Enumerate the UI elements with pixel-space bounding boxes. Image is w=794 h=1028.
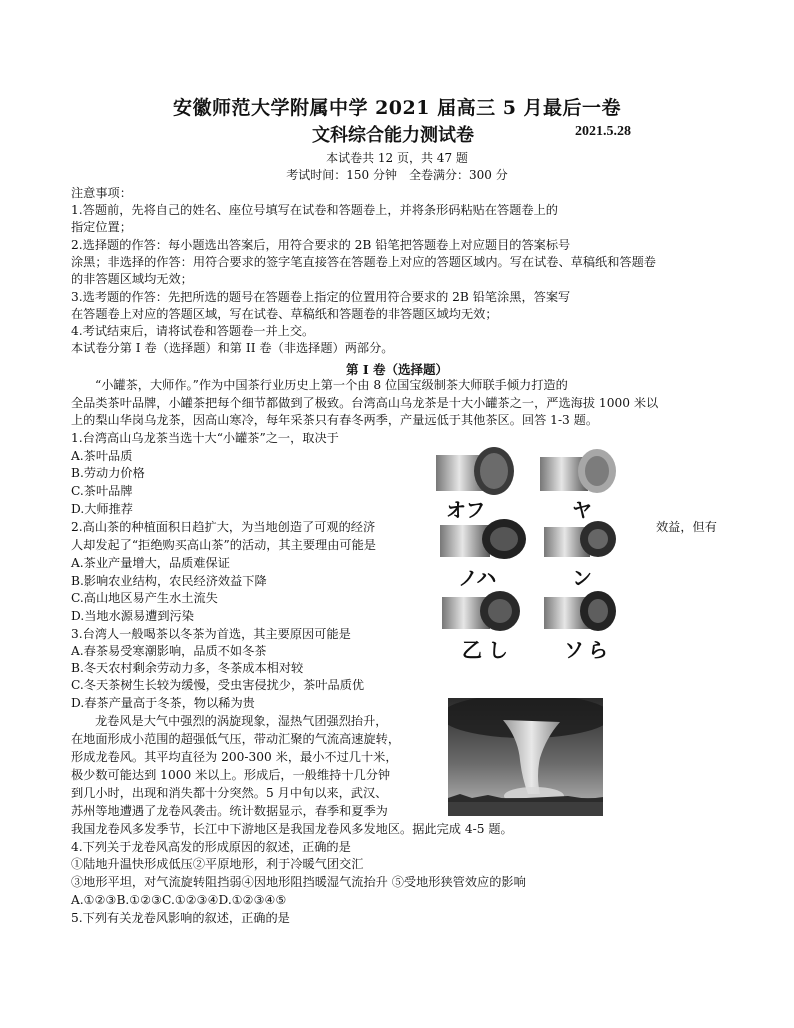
tea-leaf-label: し (488, 638, 508, 660)
tea-can (544, 591, 616, 631)
tea-leaf-label: ン (572, 566, 592, 590)
tea-leaf-label: ヤ (572, 498, 592, 522)
tea-leaf-label: ソ (564, 638, 584, 660)
note-line: 的非答题区域均无效； (71, 272, 193, 286)
q4-statement: ①陆地升温快形成低压②平原地形，利于冷暖气团交汇 (71, 857, 364, 871)
passage2-line: 龙卷风是大气中强烈的涡旋现象，湿热气团强烈抬升， (95, 714, 388, 728)
q2-option: D.当地水源易遭到污染 (71, 609, 194, 623)
note-line: 本试卷分第 I 卷（选择题）和第 II 卷（非选择题）两部分。 (71, 341, 394, 355)
q1-option: D.大师推荐 (71, 502, 133, 516)
q3-option: C.冬天茶树生长较为缓慢，受虫害侵扰少，茶叶品质优 (71, 678, 365, 692)
note-line: 指定位置； (71, 220, 132, 234)
q2-stem-c: 人却发起了“拒绝购买高山茶”的活动，其主要理由可能是 (71, 538, 376, 552)
passage2-line: 在地面形成小范围的超强低气压，带动汇聚的气流高速旋转， (71, 732, 401, 746)
exam-title: 安徽师范大学附属中学 2021 届高三 5 月最后一卷 (172, 97, 622, 119)
q3-option: A.春茶易受寒潮影响，品质不如冬茶 (71, 644, 267, 658)
exam-time-info: 考试时间：150 分钟 全卷满分：300 分 (286, 168, 508, 182)
tea-leaf-label: ノハ (458, 566, 497, 590)
q2-stem-a: 2.高山茶的种植面积日趋扩大，为当地创造了可观的经济 (71, 520, 376, 534)
note-line: 4.考试结束后，请将试卷和答题卷一并上交。 (71, 324, 315, 338)
tea-can (440, 519, 526, 559)
tea-leaf-label: オフ (446, 498, 486, 522)
q1-option: B.劳动力价格 (71, 466, 145, 480)
exam-date: 2021.5.28 (575, 124, 631, 139)
note-line: 在答题卷上对应的答题区域，写在试卷、草稿纸和答题卷的非答题区域均无效； (71, 307, 498, 321)
notes-heading: 注意事项： (71, 186, 132, 200)
tea-leaf-label: 乙 (462, 638, 482, 660)
tea-can (544, 521, 616, 557)
passage2-line: 苏州等地遭遇了龙卷风袭击。统计数据显示，春季和夏季为 (71, 804, 388, 818)
q3-option: B.冬天农村剩余劳动力多，冬茶成本相对较 (71, 661, 304, 675)
q2-stem-b: 效益，但有 (656, 520, 717, 534)
q2-option: C.高山地区易产生水土流失 (71, 591, 218, 605)
tea-can (436, 447, 514, 495)
note-line: 1.答题前，先将自己的姓名、座位号填写在试卷和答题卷上，并将条形码粘贴在答题卷上的 (71, 203, 558, 217)
note-line: 3.选考题的作答：先把所选的题号在答题卷上指定的位置用符合要求的 2B 铅笔涂黑，答案写 (71, 290, 571, 304)
q2-option: B.影响农业结构，农民经济效益下降 (71, 574, 267, 588)
tea-can-figure (432, 435, 630, 660)
tea-can (540, 449, 616, 493)
passage2-line: 形成龙卷风。其平均直径为 200-300 米，最小不过几十米， (71, 750, 398, 764)
tornado-photo (448, 698, 603, 816)
exam-subtitle: 文科综合能力测试卷 (312, 125, 474, 146)
q4-statement: ③地形平坦，对气流旋转阻挡弱④因地形阻挡暖湿气流抬升 ⑤受地形狭管效应的影响 (71, 875, 526, 889)
q1-option: A.茶叶品质 (71, 449, 133, 463)
passage2-line: 我国龙卷风多发季节，长江中下游地区是我国龙卷风多发地区。据此完成 4-5 题。 (71, 822, 513, 836)
q3-option: D.春茶产量高于冬茶，物以稀为贵 (71, 696, 255, 710)
q4-stem: 4.下列关于龙卷风高发的形成原因的叙述，正确的是 (71, 840, 351, 854)
passage1-line: 全品类茶叶品牌，小罐茶把每个细节都做到了极致。台湾高山乌龙茶是十大小罐茶之一，严选海拔 1000 米以 (71, 396, 659, 410)
passage2-line: 到几小时，出现和消失都十分突然。5 月中旬以来，武汉、 (71, 786, 388, 800)
tea-leaf-label: ら (588, 638, 608, 660)
q1-option: C.茶叶品牌 (71, 484, 133, 498)
q5-stem: 5.下列有关龙卷风影响的叙述，正确的是 (71, 911, 290, 925)
passage1-line: 上的梨山华岗乌龙茶，因高山寒冷，每年采茶只有春冬两季，产量远低于其他茶区。回答 1-3 题。 (71, 413, 599, 427)
q3-stem: 3.台湾人一般喝茶以冬茶为首选，其主要原因可能是 (71, 627, 351, 641)
tea-can (442, 591, 520, 631)
q4-options: A.①②③B.①②③C.①②③④D.①②③④⑤ (71, 893, 287, 907)
section-heading: 第 I 卷（选择题） (345, 362, 449, 377)
q2-option: A.茶业产量增大，品质难保证 (71, 556, 230, 570)
exam-pages-info: 本试卷共 12 页，共 47 题 (326, 151, 468, 165)
note-line: 涂黑；非选择的作答：用符合要求的签字笔直接答在答题卷上对应的答题区域内。写在试卷、草稿纸和答题卷 (71, 255, 656, 269)
note-line: 2.选择题的作答：每小题选出答案后，用符合要求的 2B 铅笔把答题卷上对应题目的答案标号 (71, 238, 571, 252)
passage2-line: 极少数可能达到 1000 米以上。形成后，一般维持十几分钟 (71, 768, 391, 782)
q1-stem: 1.台湾高山乌龙茶当选十大“小罐茶”之一，取决于 (71, 431, 339, 445)
passage1-line: “小罐茶，大师作。”作为中国茶行业历史上第一个由 8 位国宝级制茶大师联手倾力打造的 (95, 378, 568, 392)
